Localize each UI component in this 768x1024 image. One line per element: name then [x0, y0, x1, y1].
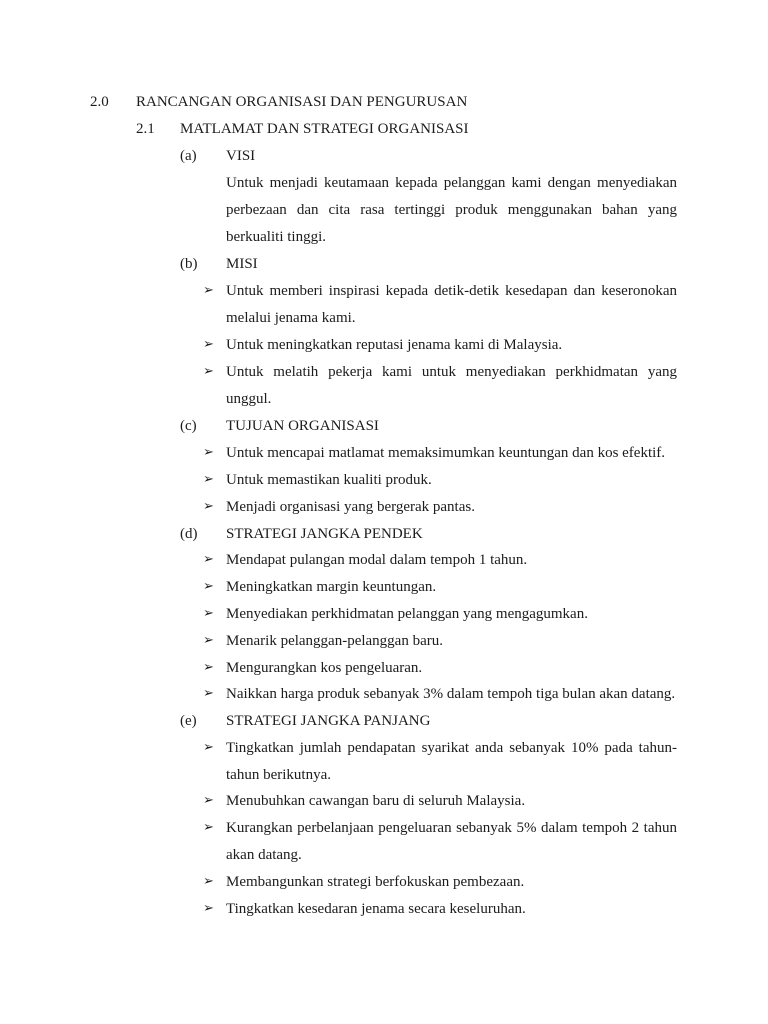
item-label: (b): [180, 256, 198, 272]
list-item-text: Mendapat pulangan modal dalam tempoh 1 tahun.: [226, 552, 528, 568]
arrow-bullet-icon: ➢: [203, 283, 214, 298]
item-heading: VISI: [226, 148, 256, 164]
list-item-text: Membangunkan strategi berfokuskan pembezaan.: [226, 874, 525, 890]
section-number: 2.0: [90, 94, 109, 110]
arrow-bullet-icon: ➢: [203, 337, 214, 352]
arrow-bullet-icon: ➢: [203, 606, 214, 621]
list-item-text: Menjadi organisasi yang bergerak pantas.: [226, 499, 475, 515]
list-item-continuation: melalui jenama kami.: [226, 310, 356, 326]
arrow-bullet-icon: ➢: [203, 633, 214, 648]
item-label: (c): [180, 418, 197, 434]
subsection-title: MATLAMAT DAN STRATEGI ORGANISASI: [180, 121, 469, 137]
item-heading: MISI: [226, 256, 258, 272]
item-label: (e): [180, 713, 197, 729]
list-item-text: Tingkatkan kesedaran jenama secara keseluruhan.: [226, 901, 526, 917]
item-label: (d): [180, 526, 198, 542]
list-item-text: Untuk memastikan kualiti produk.: [226, 472, 432, 488]
list-item-text: Meningkatkan margin keuntungan.: [226, 579, 437, 595]
arrow-bullet-icon: ➢: [203, 740, 214, 755]
list-item-continuation: akan datang.: [226, 847, 302, 863]
item-heading: TUJUAN ORGANISASI: [226, 418, 379, 434]
section-title: RANCANGAN ORGANISASI DAN PENGURUSAN: [136, 94, 468, 110]
arrow-bullet-icon: ➢: [203, 820, 214, 835]
arrow-bullet-icon: ➢: [203, 499, 214, 514]
list-item-text: Untuk mencapai matlamat memaksimumkan keuntungan dan kos efektif.: [226, 445, 666, 461]
visi-text-line: perbezaan dan cita rasa tertinggi produk menggunakan bahan yang: [226, 202, 677, 218]
list-item-text: Menarik pelanggan-pelanggan baru.: [226, 633, 443, 649]
subsection-number: 2.1: [136, 121, 155, 137]
arrow-bullet-icon: ➢: [203, 660, 214, 675]
arrow-bullet-icon: ➢: [203, 686, 214, 701]
arrow-bullet-icon: ➢: [203, 552, 214, 567]
arrow-bullet-icon: ➢: [203, 874, 214, 889]
arrow-bullet-icon: ➢: [203, 901, 214, 916]
arrow-bullet-icon: ➢: [203, 364, 214, 379]
arrow-bullet-icon: ➢: [203, 579, 214, 594]
list-item-text: Naikkan harga produk sebanyak 3% dalam tempoh tiga bulan akan datang.: [226, 686, 676, 702]
list-item-text: Untuk memberi inspirasi kepada detik-detik kesedapan dan keseronokan: [226, 283, 677, 299]
arrow-bullet-icon: ➢: [203, 445, 214, 460]
list-item-text: Tingkatkan jumlah pendapatan syarikat anda sebanyak 10% pada tahun-: [226, 740, 677, 756]
list-item-text: Untuk meningkatkan reputasi jenama kami di Malaysia.: [226, 337, 563, 353]
arrow-bullet-icon: ➢: [203, 472, 214, 487]
visi-text-line: Untuk menjadi keutamaan kepada pelanggan kami dengan menyediakan: [226, 175, 677, 191]
list-item-continuation: unggul.: [226, 391, 272, 407]
item-label: (a): [180, 148, 197, 164]
arrow-bullet-icon: ➢: [203, 793, 214, 808]
item-heading: STRATEGI JANGKA PANJANG: [226, 713, 431, 729]
item-heading: STRATEGI JANGKA PENDEK: [226, 526, 423, 542]
visi-text-line: berkualiti tinggi.: [226, 229, 326, 245]
list-item-text: Menubuhkan cawangan baru di seluruh Malaysia.: [226, 793, 526, 809]
list-item-text: Untuk melatih pekerja kami untuk menyediakan perkhidmatan yang: [226, 364, 677, 380]
list-item-continuation: tahun berikutnya.: [226, 767, 331, 783]
list-item-text: Kurangkan perbelanjaan pengeluaran sebanyak 5% dalam tempoh 2 tahun: [226, 820, 677, 836]
list-item-text: Mengurangkan kos pengeluaran.: [226, 660, 423, 676]
list-item-text: Menyediakan perkhidmatan pelanggan yang mengagumkan.: [226, 606, 588, 622]
